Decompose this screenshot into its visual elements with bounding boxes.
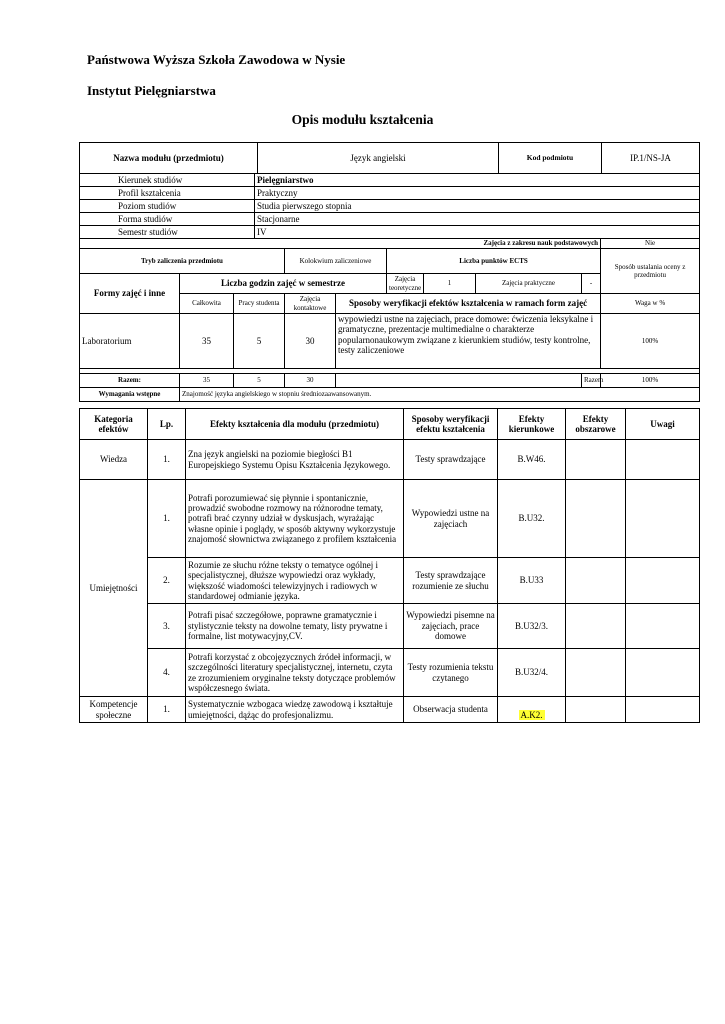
- lab-verification: wypowiedzi ustne na zajęciach, prace domowe: ćwiczenia leksykalne i gramatyczne, prezentacje multimedialne o charakterze popularnonaukowym związane z kierunkiem studiów, testy kontrolne, testy zaliczeniowe: [336, 314, 601, 369]
- basic-sciences-label: Zajęcia z zakresu nauk podstawowych: [80, 239, 601, 249]
- main-table: [79, 238, 700, 402]
- effect-lp: 1.: [148, 480, 186, 558]
- theoretical-label: Zajęcia teoretyczne: [387, 274, 424, 294]
- effect-text: Potrafi korzystać z obcojęzycznych źródeł informacji, w szczególności literatury specjalistycznej, internetu, czyta ze zrozumieniem oryginalne teksty dotyczące problemów współczesnego świata.: [186, 649, 404, 697]
- info-label: Kierunek studiów: [80, 174, 255, 187]
- info-label: Poziom studiów: [80, 200, 255, 213]
- institution-name: Państwowa Wyższa Szkoła Zawodowa w Nysie: [87, 52, 346, 67]
- forms-label: Formy zajęć i inne: [80, 274, 180, 314]
- effect-code: B.U32/3.: [498, 604, 566, 649]
- effect-code-cell: [498, 697, 566, 723]
- info-table: [79, 173, 700, 239]
- category-skills: Umiejętności: [80, 480, 148, 697]
- effects-table: [79, 408, 700, 723]
- col-methods: Sposoby weryfikacji efektu kształcenia: [404, 409, 498, 440]
- summary-total: 35: [180, 374, 234, 388]
- student-work-label: Pracy studenta: [234, 294, 285, 314]
- total-hours-label: Całkowita: [180, 294, 234, 314]
- assessment-mode-label: Tryb zaliczenia przedmiotu: [80, 249, 285, 274]
- info-label: Semestr studiów: [80, 226, 255, 239]
- ects-label: Liczba punktów ECTS: [387, 249, 601, 274]
- lab-name: Laboratorium: [80, 314, 180, 369]
- effect-text: Potrafi porozumiewać się płynnie i spontanicznie, prowadzić swobodne rozmowy na różnorodne tematy, potrafi brać czynny udział w dyskusjach, wyrażając własne opinie i poglądy, w sposób aktywny wykorzystuje znajomość słownictwa związanego z profilem kształcenia: [186, 480, 404, 558]
- effect-lp: 1.: [148, 440, 186, 480]
- practical-value: -: [582, 274, 601, 294]
- effect-method: Obserwacja studenta: [404, 697, 498, 723]
- info-value: Studia pierwszego stopnia: [255, 200, 700, 213]
- info-value: IV: [255, 226, 700, 239]
- effect-lp: 3.: [148, 604, 186, 649]
- effect-area: [566, 440, 626, 480]
- contact-hours-label: Zajęcia kontaktowe: [285, 294, 336, 314]
- effect-method: Testy rozumienia tekstu czytanego: [404, 649, 498, 697]
- module-table: [79, 142, 700, 174]
- lab-student: 5: [234, 314, 285, 369]
- effect-lp: 4.: [148, 649, 186, 697]
- info-value: Pielęgniarstwo: [255, 174, 700, 187]
- col-category: Kategoria efektów: [80, 409, 148, 440]
- lab-total: 35: [180, 314, 234, 369]
- info-label: Profil kształcenia: [80, 187, 255, 200]
- weight-label: Waga w %: [601, 294, 700, 314]
- assessment-mode-value: Kolokwium zaliczeniowe: [285, 249, 387, 274]
- effect-notes: [626, 649, 700, 697]
- effect-text: Rozumie ze słuchu różne teksty o tematyce ogólnej i specjalistycznej, dłuższe wypowiedzi oraz wykłady, większość wiadomości telewizyjnych i radiowych w standardowej odmianie języka.: [186, 558, 404, 604]
- module-code-label: Kod podmiotu: [499, 143, 602, 174]
- lab-weight: 100%: [601, 314, 700, 369]
- module-name-value: Język angielski: [258, 143, 499, 174]
- document-title: Opis modułu kształcenia: [291, 112, 434, 127]
- effect-code: B.W46.: [498, 440, 566, 480]
- effect-code: A.K2.: [520, 709, 543, 720]
- effect-method: Testy sprawdzające rozumienie ze słuchu: [404, 558, 498, 604]
- summary-blank: [336, 374, 582, 388]
- basic-sciences-value: Nie: [601, 239, 700, 249]
- grading-method-label: Sposób ustalania oceny z przedmiotu: [601, 249, 700, 294]
- effect-notes: [626, 604, 700, 649]
- category-social: Kompetencje społeczne: [80, 697, 148, 723]
- summary-label: Razem:: [80, 374, 180, 388]
- summary-weight: 100%: [601, 374, 700, 388]
- summary-razem-label: Razem: [582, 374, 601, 388]
- effect-code: B.U32/4.: [498, 649, 566, 697]
- lab-contact: 30: [285, 314, 336, 369]
- effect-method: Testy sprawdzające: [404, 440, 498, 480]
- practical-label: Zajęcia praktyczne: [476, 274, 582, 294]
- effect-lp: 2.: [148, 558, 186, 604]
- col-direction: Efekty kierunkowe: [498, 409, 566, 440]
- effect-method: Wypowiedzi pisemne na zajęciach, prace domowe: [404, 604, 498, 649]
- info-value: Praktyczny: [255, 187, 700, 200]
- effect-notes: [626, 440, 700, 480]
- effect-area: [566, 480, 626, 558]
- effect-text: Zna język angielski na poziomie biegłości B1 Europejskiego Systemu Opisu Kształcenia Językowego.: [186, 440, 404, 480]
- effect-area: [566, 649, 626, 697]
- verification-methods-label: Sposoby weryfikacji efektów kształcenia w ramach form zajęć: [336, 294, 601, 314]
- col-effects: Efekty kształcenia dla modułu (przedmiotu): [186, 409, 404, 440]
- prerequisites-value: Znajomość języka angielskiego w stopniu średniozaawansowanym.: [180, 388, 700, 402]
- effect-notes: [626, 558, 700, 604]
- effect-notes: [626, 697, 700, 723]
- module-name-label: Nazwa modułu (przedmiotu): [80, 143, 258, 174]
- effect-method: Wypowiedzi ustne na zajęciach: [404, 480, 498, 558]
- effect-text: Potrafi pisać szczegółowe, poprawne gramatycznie i stylistycznie teksty na dowolne tematy, listy prywatne i formalne, list motywacyjny,CV.: [186, 604, 404, 649]
- effect-area: [566, 558, 626, 604]
- effect-lp: 1.: [148, 697, 186, 723]
- col-area: Efekty obszarowe: [566, 409, 626, 440]
- effect-notes: [626, 480, 700, 558]
- info-label: Forma studiów: [80, 213, 255, 226]
- hours-label: Liczba godzin zajęć w semestrze: [180, 274, 387, 294]
- col-lp: Lp.: [148, 409, 186, 440]
- effect-code: B.U33: [498, 558, 566, 604]
- effect-code: B.U32.: [498, 480, 566, 558]
- effect-area: [566, 604, 626, 649]
- module-code-value: IP.1/NS-JA: [602, 143, 700, 174]
- col-notes: Uwagi: [626, 409, 700, 440]
- summary-contact: 30: [285, 374, 336, 388]
- info-value: Stacjonarne: [255, 213, 700, 226]
- effect-area: [566, 697, 626, 723]
- theoretical-value: 1: [424, 274, 476, 294]
- category-knowledge: Wiedza: [80, 440, 148, 480]
- summary-student: 5: [234, 374, 285, 388]
- institute-name: Instytut Pielęgniarstwa: [87, 83, 216, 98]
- prerequisites-label: Wymagania wstępne: [80, 388, 180, 402]
- effect-text: Systematycznie wzbogaca wiedzę zawodową i kształtuje umiejętności, dążąc do profesjonalizmu.: [186, 697, 404, 723]
